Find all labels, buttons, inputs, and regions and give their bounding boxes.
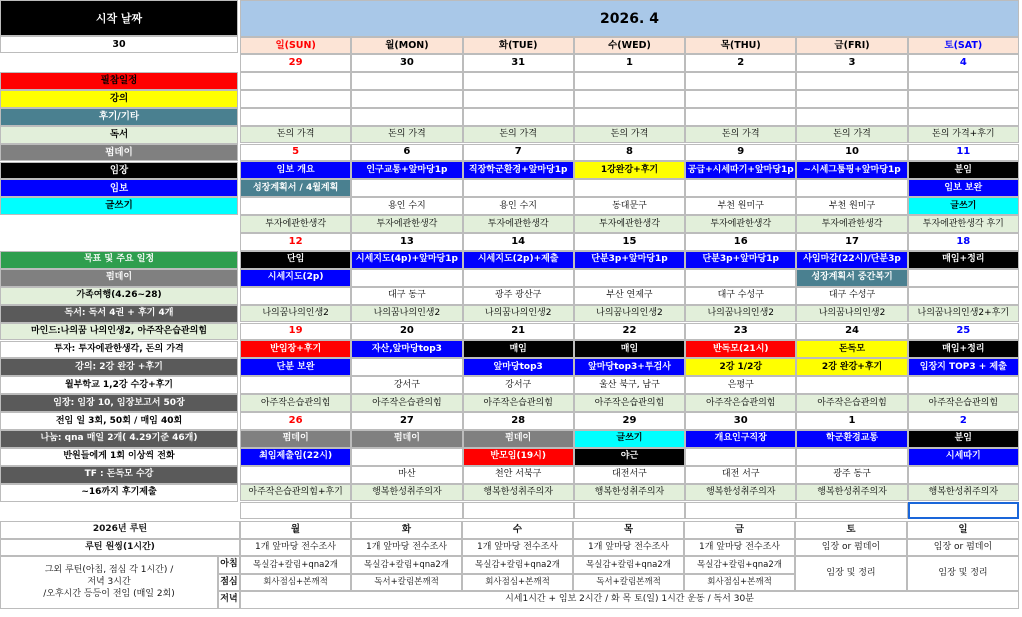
routine-day-header: 목	[573, 521, 684, 539]
calendar-event[interactable]: 용인 수지	[463, 197, 574, 215]
goal-item: 임장: 임장 10, 임장보고서 50장	[0, 394, 238, 412]
calendar-event[interactable]: 매임+정리	[908, 340, 1019, 358]
calendar-event[interactable]: 시세지도(2p)+제출	[463, 251, 574, 269]
routine-other-label-line: 그외 루틴(아침, 점심 각 1시간) /	[44, 565, 174, 576]
calendar-event[interactable]: 동대문구	[574, 197, 685, 215]
calendar-event[interactable]: 나의꿈나의인생2	[685, 305, 796, 323]
legend-item: 임보	[0, 179, 238, 197]
routine-morning-cell: 목실감+칼림+qna2개	[573, 556, 684, 574]
calendar-event[interactable]: 강서구	[463, 376, 574, 394]
routine-evening-cell: 시세1시간 + 임보 2시간 / 화 목 토(일) 1시간 운동 / 독서 30분	[240, 591, 1019, 609]
selected-cell[interactable]	[908, 502, 1019, 520]
date-number: 8	[574, 144, 685, 162]
routine-slot-label: 아침	[218, 556, 240, 574]
date-number: 23	[685, 323, 796, 341]
date-number: 13	[351, 233, 462, 251]
calendar-event[interactable]: 대구 수성구	[796, 287, 907, 305]
date-number: 29	[574, 412, 685, 430]
empty-cell[interactable]	[574, 502, 685, 520]
calendar-event[interactable]: 펌데이	[351, 430, 462, 448]
date-number: 28	[463, 412, 574, 430]
date-number: 27	[351, 412, 462, 430]
calendar-event[interactable]	[796, 90, 907, 108]
empty-cell[interactable]	[796, 502, 907, 520]
calendar-event[interactable]: 아주작은습관의힘	[908, 394, 1019, 412]
goal-item: 목표 및 주요 일정	[0, 251, 238, 269]
calendar-event[interactable]: 행복한성취주의자	[351, 484, 462, 502]
date-number: 29	[240, 54, 351, 72]
calendar-event[interactable]: 나의꿈나의인생2	[796, 305, 907, 323]
routine-oneshot-cell: 임장 or 펌데이	[795, 539, 907, 557]
calendar-event[interactable]: 펌데이	[463, 430, 574, 448]
weekday-header: 수(WED)	[574, 37, 685, 54]
date-number: 18	[908, 233, 1019, 251]
calendar-event[interactable]: 시세지도(4p)+앞마당1p	[351, 251, 462, 269]
calendar-event[interactable]: 1강완강+후기	[574, 161, 685, 179]
calendar-event[interactable]: 나의꿈나의인생2	[351, 305, 462, 323]
routine-morning-cell: 목실감+칼림+qna2개	[684, 556, 795, 574]
calendar-event[interactable]	[908, 287, 1019, 305]
calendar-event[interactable]: 행복한성취주의자	[574, 484, 685, 502]
month-title: 2026. 4	[240, 0, 1019, 37]
calendar-event[interactable]: 직장학군환경+앞마당1p	[463, 161, 574, 179]
date-number: 2	[685, 54, 796, 72]
calendar-event[interactable]: 부산 연제구	[574, 287, 685, 305]
date-number: 17	[796, 233, 907, 251]
calendar-event[interactable]	[908, 72, 1019, 90]
start-date-label: 시작 날짜	[0, 0, 238, 36]
calendar-event[interactable]: 반독모(21시)	[685, 340, 796, 358]
calendar-event[interactable]	[240, 197, 351, 215]
calendar-event[interactable]: 매임	[463, 340, 574, 358]
routine-weekend-cell: 임장 및 정리	[907, 556, 1019, 591]
calendar-event[interactable]: 돈의 가격	[574, 126, 685, 144]
routine-morning-cell: 목실감+칼림+qna2개	[240, 556, 351, 574]
calendar-event[interactable]	[685, 72, 796, 90]
routine-day-header: 화	[351, 521, 462, 539]
calendar-event[interactable]	[463, 108, 574, 126]
calendar-event[interactable]: 투자에관한생각	[685, 215, 796, 233]
goal-item: 투자: 투자에관한생각, 돈의 가격	[0, 341, 238, 359]
routine-day-header: 수	[462, 521, 573, 539]
calendar-event[interactable]	[463, 179, 574, 197]
calendar-event[interactable]: 자산,앞마당top3	[351, 340, 462, 358]
calendar-event[interactable]	[796, 448, 907, 466]
routine-morning-cell: 목실감+칼림+qna2개	[462, 556, 573, 574]
calendar-event[interactable]	[685, 269, 796, 287]
calendar-event[interactable]: 아주작은습관의힘	[574, 394, 685, 412]
calendar-event[interactable]: 시세따기	[908, 448, 1019, 466]
empty-cell[interactable]	[351, 502, 462, 520]
calendar-event[interactable]: 성장계획서 / 4월계획	[240, 179, 351, 197]
calendar-event[interactable]	[240, 466, 351, 484]
calendar-event[interactable]: 투자에관한생각	[351, 215, 462, 233]
calendar-event[interactable]: 분임	[908, 430, 1019, 448]
calendar-event[interactable]: 단분3p+앞마당1p	[685, 251, 796, 269]
date-number: 21	[463, 323, 574, 341]
calendar-event[interactable]: 마산	[351, 466, 462, 484]
calendar-event[interactable]	[240, 90, 351, 108]
goal-item: 마인드:나의꿈 나의인생2, 아주작은습관의힘	[0, 323, 238, 341]
calendar-event[interactable]	[796, 179, 907, 197]
date-number: 9	[685, 144, 796, 162]
calendar-event[interactable]	[240, 287, 351, 305]
calendar-event[interactable]	[240, 376, 351, 394]
weekday-header: 토(SAT)	[908, 37, 1019, 54]
routine-lunch-cell: 회사점심+본깨적	[240, 574, 351, 592]
routine-oneshot-cell: 1개 앞마당 전수조사	[573, 539, 684, 557]
calendar-event[interactable]	[463, 90, 574, 108]
calendar-event[interactable]: 광주 동구	[796, 466, 907, 484]
calendar-event[interactable]: 아주작은습관의힘+후기	[240, 484, 351, 502]
routine-day-header: 월	[240, 521, 351, 539]
calendar-event[interactable]: 인구교통+앞마당1p	[351, 161, 462, 179]
calendar-event[interactable]: 매임+정리	[908, 251, 1019, 269]
legend-item: 필참일정	[0, 72, 238, 90]
routine-oneshot-cell: 1개 앞마당 전수조사	[684, 539, 795, 557]
weekday-header: 목(THU)	[685, 37, 796, 54]
calendar-event[interactable]: 천안 서북구	[463, 466, 574, 484]
calendar-event[interactable]	[351, 108, 462, 126]
calendar-event[interactable]: 돈의 가격	[240, 126, 351, 144]
date-number: 10	[796, 144, 907, 162]
empty-cell[interactable]	[240, 502, 351, 520]
legend-item: 글쓰기	[0, 197, 238, 215]
date-number: 4	[908, 54, 1019, 72]
calendar-event[interactable]: 글쓰기	[908, 197, 1019, 215]
calendar-event[interactable]: 부천 원미구	[685, 197, 796, 215]
calendar-event[interactable]: 강서구	[351, 376, 462, 394]
goal-item: 독서: 독서 4권 + 후기 4개	[0, 305, 238, 323]
goal-item: 강의: 2강 완강 +후기	[0, 358, 238, 376]
calendar-event[interactable]	[574, 72, 685, 90]
calendar-event[interactable]: 행복한성취주의자	[796, 484, 907, 502]
calendar-event[interactable]: 시세지도(2p)	[240, 269, 351, 287]
routine-lunch-cell: 독서+칼림본깨적	[573, 574, 684, 592]
calendar-event[interactable]: 단분3p+앞마당1p	[574, 251, 685, 269]
calendar-event[interactable]: 부천 원미구	[796, 197, 907, 215]
calendar-event[interactable]: 돈의 가격	[796, 126, 907, 144]
calendar-event[interactable]	[351, 358, 462, 376]
calendar-event[interactable]: 반임장+후기	[240, 340, 351, 358]
calendar-event[interactable]	[574, 108, 685, 126]
calendar-event[interactable]: 투자에관한생각	[796, 215, 907, 233]
calendar-event[interactable]: 임보 개요	[240, 161, 351, 179]
calendar-event[interactable]	[908, 269, 1019, 287]
calendar-event[interactable]: 대구 동구	[351, 287, 462, 305]
goal-item: 반원들에게 1회 이상씩 전화	[0, 448, 238, 466]
calendar-event[interactable]: 공급+시세따기+앞마당1p	[685, 161, 796, 179]
calendar-event[interactable]: 대구 수성구	[685, 287, 796, 305]
calendar-event[interactable]: 울산 북구, 남구	[574, 376, 685, 394]
date-number: 24	[796, 323, 907, 341]
routine-oneshot-cell: 1개 앞마당 전수조사	[351, 539, 462, 557]
calendar-event[interactable]	[351, 72, 462, 90]
routine-other-label-line: /오후시간 등등이 전임 (매일 2회)	[43, 589, 175, 600]
calendar-event[interactable]: 분임	[908, 161, 1019, 179]
calendar-event[interactable]: 은평구	[685, 376, 796, 394]
date-number: 26	[240, 412, 351, 430]
calendar-event[interactable]: 돈의 가격	[351, 126, 462, 144]
calendar-event[interactable]	[796, 72, 907, 90]
legend-item: 강의	[0, 90, 238, 108]
calendar-event[interactable]: 반모임(19시)	[463, 448, 574, 466]
calendar-event[interactable]	[574, 269, 685, 287]
calendar-event[interactable]	[574, 90, 685, 108]
calendar-event[interactable]: 돈독모	[796, 340, 907, 358]
calendar-event[interactable]	[240, 108, 351, 126]
calendar-event[interactable]: 펌데이	[240, 430, 351, 448]
routine-slot-label: 점심	[218, 574, 240, 592]
calendar-event[interactable]: 아주작은습관의힘	[685, 394, 796, 412]
routine-day-header: 일	[907, 521, 1019, 539]
calendar-event[interactable]: 돈의 가격	[685, 126, 796, 144]
weekday-header: 금(FRI)	[796, 37, 907, 54]
date-number: 7	[463, 144, 574, 162]
calendar-event[interactable]	[908, 108, 1019, 126]
calendar-event[interactable]: 돈의 가격+후기	[908, 126, 1019, 144]
calendar-event[interactable]	[685, 179, 796, 197]
legend-item: 후기/기타	[0, 108, 238, 126]
calendar-event[interactable]: 행복한성취주의자	[685, 484, 796, 502]
routine-lunch-cell: 회사점심+본깨적	[684, 574, 795, 592]
calendar-event[interactable]: 개요인구직장	[685, 430, 796, 448]
routine-other-label	[0, 556, 218, 609]
weekday-header: 월(MON)	[351, 37, 462, 54]
routine-oneshot-cell: 1개 앞마당 전수조사	[240, 539, 351, 557]
calendar-event[interactable]: 임장지 TOP3 + 제출	[908, 358, 1019, 376]
goal-item: 나눔: qna 매일 2개( 4.29기준 46개)	[0, 430, 238, 448]
date-number: 22	[574, 323, 685, 341]
date-number: 30	[351, 54, 462, 72]
date-number: 1	[574, 54, 685, 72]
calendar-event[interactable]: 광주 광산구	[463, 287, 574, 305]
calendar-event[interactable]	[463, 72, 574, 90]
calendar-event[interactable]: 나의꿈나의인생2	[240, 305, 351, 323]
calendar-event[interactable]: 앞마당top3+투검사	[574, 358, 685, 376]
calendar-event[interactable]: 단분 보완	[240, 358, 351, 376]
date-number: 30	[685, 412, 796, 430]
goal-item: TF : 돈독모 수강	[0, 466, 238, 484]
date-number: 12	[240, 233, 351, 251]
date-number: 15	[574, 233, 685, 251]
calendar-event[interactable]: 투자에관한생각	[240, 215, 351, 233]
calendar-event[interactable]	[908, 90, 1019, 108]
empty-cell[interactable]	[463, 502, 574, 520]
calendar-event[interactable]: 2강 완강+후기	[796, 358, 907, 376]
calendar-event[interactable]	[908, 376, 1019, 394]
calendar-event[interactable]: 투자에관한생각	[463, 215, 574, 233]
date-number: 16	[685, 233, 796, 251]
date-number: 20	[351, 323, 462, 341]
calendar-event[interactable]	[796, 108, 907, 126]
goal-item: 전임 일 3회, 50회 / 매임 40회	[0, 412, 238, 430]
goal-item: 가족여행(4.26~28)	[0, 287, 238, 305]
goal-item: ~16까지 후기제출	[0, 484, 238, 502]
date-number: 25	[908, 323, 1019, 341]
weekday-header: 화(TUE)	[463, 37, 574, 54]
calendar-event[interactable]: 사임마감(22시)/단분3p	[796, 251, 907, 269]
calendar-event[interactable]: 투자에관한생각	[574, 215, 685, 233]
calendar-event[interactable]	[685, 90, 796, 108]
date-number: 6	[351, 144, 462, 162]
calendar-event[interactable]: 나의꿈나의인생2+후기	[908, 305, 1019, 323]
routine-oneshot-label: 루틴 원씽(1시간)	[0, 539, 240, 557]
start-date-value[interactable]: 30	[0, 36, 238, 53]
calendar-event[interactable]	[240, 72, 351, 90]
calendar-event[interactable]	[574, 179, 685, 197]
calendar-event[interactable]: 행복한성취주의자	[463, 484, 574, 502]
date-number: 31	[463, 54, 574, 72]
goal-item: 펌데이	[0, 269, 238, 287]
date-number: 2	[908, 412, 1019, 430]
calendar-event[interactable]: 단임	[240, 251, 351, 269]
calendar-event[interactable]	[351, 90, 462, 108]
date-number: 19	[240, 323, 351, 341]
calendar-event[interactable]: 매임	[574, 340, 685, 358]
calendar-event[interactable]: 야근	[574, 448, 685, 466]
routine-morning-cell: 목실감+칼림+qna2개	[351, 556, 462, 574]
routine-oneshot-cell: 임장 or 펌데이	[907, 539, 1019, 557]
calendar-event[interactable]: 성장계획서 중간복기	[796, 269, 907, 287]
routine-weekend-cell: 임장 및 정리	[795, 556, 907, 591]
date-number: 14	[463, 233, 574, 251]
date-number: 5	[240, 144, 351, 162]
calendar-event[interactable]: 2강 1/2강	[685, 358, 796, 376]
date-number: 11	[908, 144, 1019, 162]
legend-item: 독서	[0, 126, 238, 144]
calendar-event[interactable]: 아주작은습관의힘	[240, 394, 351, 412]
legend-item: 펌데이	[0, 144, 238, 162]
calendar-event[interactable]: 아주작은습관의힘	[351, 394, 462, 412]
calendar-event[interactable]: 아주작은습관의힘	[796, 394, 907, 412]
date-number: 3	[796, 54, 907, 72]
routine-oneshot-cell: 1개 앞마당 전수조사	[462, 539, 573, 557]
calendar-event[interactable]	[351, 269, 462, 287]
routine-title: 2026년 루틴	[0, 521, 240, 539]
weekday-header: 일(SUN)	[240, 37, 351, 54]
calendar-event[interactable]: 글쓰기	[574, 430, 685, 448]
calendar-event[interactable]	[685, 108, 796, 126]
calendar-event[interactable]: 앞마당top3	[463, 358, 574, 376]
calendar-event[interactable]	[796, 376, 907, 394]
calendar-event[interactable]: 최임제출임(22시)	[240, 448, 351, 466]
calendar-event[interactable]: ~시세그툼핑+앞마당1p	[796, 161, 907, 179]
routine-day-header: 토	[795, 521, 907, 539]
calendar-event[interactable]: 나의꿈나의인생2	[463, 305, 574, 323]
calendar-event[interactable]	[685, 448, 796, 466]
calendar-event[interactable]	[908, 466, 1019, 484]
calendar-event[interactable]: 임보 보완	[908, 179, 1019, 197]
calendar-event[interactable]: 돈의 가격	[463, 126, 574, 144]
routine-slot-label: 저녁	[218, 591, 240, 609]
calendar-event[interactable]	[463, 269, 574, 287]
date-number: 1	[796, 412, 907, 430]
calendar-event[interactable]	[351, 448, 462, 466]
calendar-event[interactable]: 대전 서구	[685, 466, 796, 484]
calendar-event[interactable]: 대전서구	[574, 466, 685, 484]
calendar-event[interactable]	[351, 179, 462, 197]
calendar-event[interactable]: 용인 수지	[351, 197, 462, 215]
routine-day-header: 금	[684, 521, 795, 539]
calendar-event[interactable]: 학군환경교통	[796, 430, 907, 448]
empty-cell[interactable]	[685, 502, 796, 520]
calendar-event[interactable]: 나의꿈나의인생2	[574, 305, 685, 323]
legend-item: 임장	[0, 162, 238, 180]
calendar-event[interactable]: 행복한성취주의자	[908, 484, 1019, 502]
calendar-event[interactable]: 투자에관한생각 후기	[908, 215, 1019, 233]
routine-lunch-cell: 회사점심+본깨적	[462, 574, 573, 592]
calendar-event[interactable]: 아주작은습관의힘	[463, 394, 574, 412]
routine-lunch-cell: 독서+칼림본깨적	[351, 574, 462, 592]
goal-item: 월부학교 1,2강 수강+후기	[0, 376, 238, 394]
routine-other-label-line: 저녁 3시간	[87, 577, 131, 588]
